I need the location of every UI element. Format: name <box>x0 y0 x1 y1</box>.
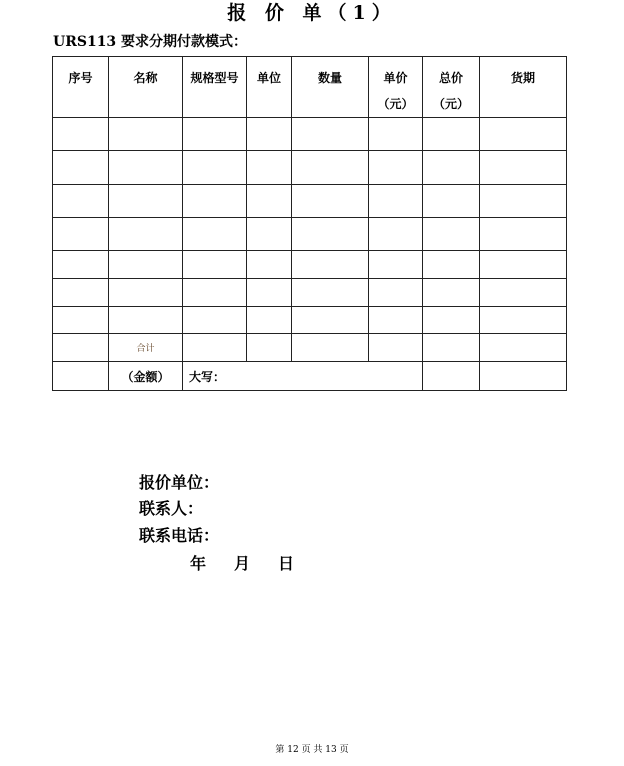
table-row <box>53 118 567 151</box>
year-label: 年 <box>190 554 207 573</box>
quote-table <box>52 56 567 391</box>
table-row <box>53 151 567 185</box>
header-cell <box>423 57 480 118</box>
table-row <box>53 218 567 251</box>
date-line <box>190 551 322 574</box>
header-cell: 序号 <box>53 57 109 118</box>
amount-row <box>53 362 567 391</box>
header-unit: （元） <box>377 97 414 111</box>
header-cell: 规格型号 <box>183 57 247 118</box>
page-footer: 第 12 页 共 13 页 <box>275 745 349 755</box>
header-cell <box>369 57 423 118</box>
header-cell: 单位 <box>247 57 292 118</box>
total-row <box>53 334 567 362</box>
table-row <box>53 279 567 307</box>
total-label: 合计 <box>109 334 183 362</box>
table-row <box>53 251 567 279</box>
header-unit: （元） <box>432 97 469 111</box>
day-label: 日 <box>278 554 295 573</box>
table-header-row <box>53 57 567 118</box>
quote-company-label: 报价单位： <box>139 473 220 492</box>
table-row <box>53 185 567 218</box>
header-label: 总价 <box>438 71 463 85</box>
header-label: 单价 <box>383 71 408 85</box>
uppercase-label: 大写： <box>183 362 423 391</box>
month-label: 月 <box>234 554 251 573</box>
header-cell: 货期 <box>480 57 567 118</box>
header-cell: 名称 <box>109 57 183 118</box>
page-title: 报 价 单（1） <box>227 2 397 24</box>
contact-label: 联系人： <box>139 499 204 518</box>
table-row <box>53 307 567 334</box>
amount-label: （金额） <box>109 362 183 391</box>
phone-label: 联系电话： <box>139 526 220 545</box>
header-cell: 数量 <box>292 57 369 118</box>
subtitle: URS113 要求分期付款模式： <box>53 34 248 50</box>
